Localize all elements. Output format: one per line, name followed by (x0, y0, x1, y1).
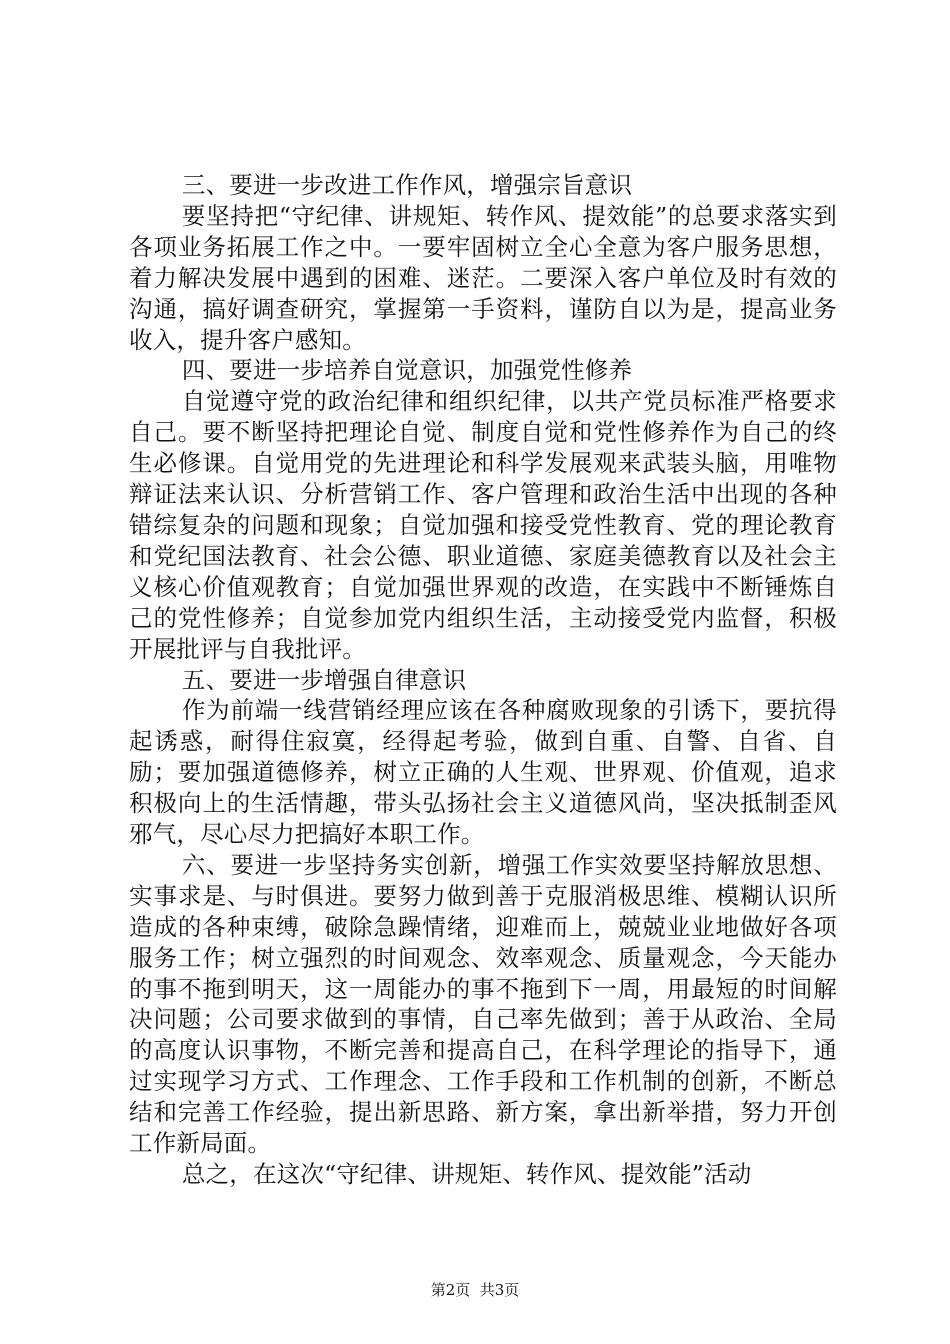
paragraph: 要坚持把“守纪律、讲规矩、转作风、提效能”的总要求落实到各项业务拓展工作之中。一要牢固树立全心全意为客户服务思想，着力解决发展中遇到的困难、迷茫。二要深入客户单位及时有效的沟通，搞好调查研究，掌握第一手资料，谨防自以为是，提高业务收入，提升客户感知。 (129, 201, 837, 354)
paragraph: 作为前端一线营销经理应该在各种腐败现象的引诱下，要抗得起诱惑，耐得住寂寞，经得起考验，做到自重、自警、自省、自励；要加强道德修养，树立正确的人生观、世界观、价值观，追求积极向上的生活情趣，带头弘扬社会主义道德风尚，坚决抵制歪风邪气，尽心尽力把搞好本职工作。 (129, 696, 837, 849)
paragraph: 自觉遵守党的政治纪律和组织纪律，以共产党员标准严格要求自己。要不断坚持把理论自觉、制度自觉和党性修养作为自己的终生必修课。自觉用党的先进理论和科学发展观来武装头脑，用唯物辩证法来认识、分析营销工作、客户管理和政治生活中出现的各种错综复杂的问题和现象；自觉加强和接受党性教育、党的理论教育和党纪国法教育、社会公德、职业道德、家庭美德教育以及社会主义核心价值观教育；自觉加强世界观的改造，在实践中不断锤炼自己的党性修养；自觉参加党内组织生活，主动接受党内监督，积极开展批评与自我批评。 (129, 387, 837, 663)
section-heading-4: 四、要进一步培养自觉意识，加强党性修养 (181, 356, 633, 385)
page-footer (0, 1279, 950, 1300)
section-heading-5: 五、要进一步增强自律意识 (181, 665, 467, 694)
paragraph-conclusion: 总之，在这次“守纪律、讲规矩、转作风、提效能”活动 (181, 1160, 752, 1188)
section-heading-3: 三、要进一步改进工作作风，增强宗旨意识 (181, 171, 633, 199)
section-paragraph-6: 六、要进一步坚持务实创新，增强工作实效要坚持解放思想、实事求是、与时俱进。要努力做到善于克服消极思维、模糊认识所造成的各种束缚，破除急躁情绪，迎难而上，兢兢业业地做好各项服务工作；树立强烈的时间观念、效率观念、质量观念，今天能办的事不拖到明天，这一周能办的事不拖到下一周，用最短的时间解决问题；公司要求做到的事情，自己率先做到；善于从政治、全局的高度认识事物，不断完善和提高自己，在科学理论的指导下，通过实现学习方式、工作理念、工作手段和工作机制的创新，不断总结和完善工作经验，提出新思路、新方案，拿出新举措，努力开创工作新局面。 (129, 850, 837, 1158)
page-number: 第2页 共3页 (430, 1281, 520, 1299)
document-body (129, 170, 837, 1190)
